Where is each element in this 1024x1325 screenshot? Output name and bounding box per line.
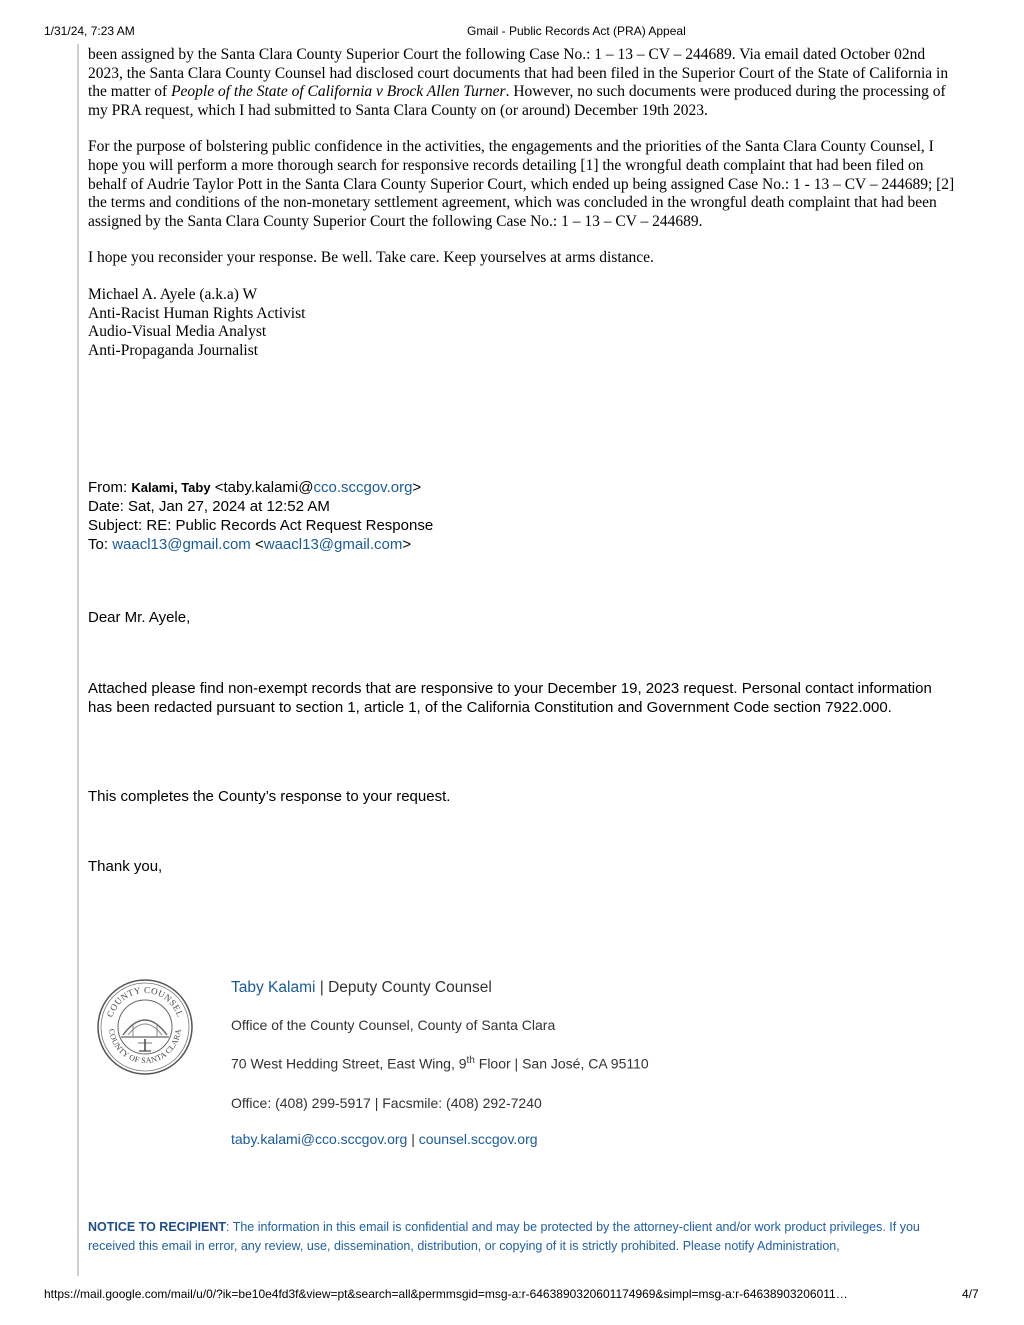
reply-body-1: Attached please find non-exempt records that are responsive to your December 19, 2023 request. Personal contact information has been redacted pursuant to section 1, article 1, of the California Constitution and Government Code section 7922.000. xyxy=(88,680,932,716)
signature-name-line: Taby Kalami | Deputy County Counsel xyxy=(231,979,492,996)
subject-line: Subject: RE: Public Records Act Request Response xyxy=(88,517,434,534)
to-line: To: waacl13@gmail.com <waacl13@gmail.com> xyxy=(88,536,412,553)
body-paragraph-1: been assigned by the Santa Clara County Superior Court the following Case No.: 1 – 13 – CV – 244689. Via email dated October 02nd 2023, the Santa Clara County Counsel had disclosed court documents that had been filed in the Superior Court of the State of California in the matter of People of the State of California v Brock Allen Turner. However, no such documents were produced during the processing of my PRA request, which I had submitted to Santa Clara County on (or around) December 19th 2023. xyxy=(88,46,949,119)
signature-name-link[interactable]: Taby Kalami xyxy=(231,979,316,996)
signature-line: Anti-Racist Human Rights Activist xyxy=(88,304,306,322)
signature-links: taby.kalami@cco.sccgov.org | counsel.sccgov.org xyxy=(231,1131,538,1147)
seal-bottom-text: COUNTY OF SANTA CLARA xyxy=(106,1028,184,1066)
signature-phones: Office: (408) 299-5917 | Facsmile: (408) 292-7240 xyxy=(231,1095,542,1111)
body-paragraph-3: I hope you reconsider your response. Be well. Take care. Keep yourselves at arms distance. xyxy=(88,249,654,267)
body-paragraph-2: For the purpose of bolstering public confidence in the activities, the engagements and the priorities of the Santa Clara County Counsel, I hope you will perform a more thorough search for responsive records detailing [1] the wrongful death complaint that had been filed on behalf of Audrie Taylor Pott in the Santa Clara County Superior Court, which ended up being assigned Case No.: 1 - 13 – CV – 244689; [2] the terms and conditions of the non-monetary settlement agreement, which was concluded in the wrongful death complaint that had been assigned by the Santa Clara County Superior Court the following Case No.: 1 – 13 – CV – 244689. xyxy=(88,138,955,230)
print-url: https://mail.google.com/mail/u/0/?ik=be10e4fd3f&view=pt&search=all&permmsgid=msg-a:r-6463890320601174969&simpl=msg-a:r-64638903206011… xyxy=(44,1287,848,1301)
print-title: Gmail - Public Records Act (PRA) Appeal xyxy=(467,24,686,38)
notice-label: NOTICE TO RECIPIENT xyxy=(88,1220,226,1234)
reply-closing: Thank you, xyxy=(88,858,163,875)
signature-address: 70 West Hedding Street, East Wing, 9th Floor | San José, CA 95110 xyxy=(231,1055,649,1072)
signature-line: Audio-Visual Media Analyst xyxy=(88,323,267,341)
seal-top-text: COUNTY COUNSEL xyxy=(104,984,186,1019)
date-line: Date: Sat, Jan 27, 2024 at 12:52 AM xyxy=(88,498,330,515)
county-seal-icon xyxy=(95,977,195,1077)
from-name: Kalami, Taby xyxy=(131,480,211,495)
to-email-link[interactable]: waacl13@gmail.com xyxy=(112,536,251,553)
email-body xyxy=(88,46,958,360)
greeting: Dear Mr. Ayele, xyxy=(88,609,191,626)
to-email-link-2[interactable]: waacl13@gmail.com xyxy=(263,536,403,553)
signature-line: Michael A. Ayele (a.k.a) W xyxy=(88,285,258,303)
signature-office: Office of the County Counsel, County of Santa Clara xyxy=(231,1017,556,1033)
signature-website-link[interactable]: counsel.sccgov.org xyxy=(418,1131,538,1147)
quoted-header xyxy=(88,478,958,554)
confidentiality-notice xyxy=(88,1218,958,1256)
print-date: 1/31/24, 7:23 AM xyxy=(44,24,135,38)
sender-signature xyxy=(88,286,958,360)
from-email-link[interactable]: cco.sccgov.org xyxy=(313,479,413,496)
page-number: 4/7 xyxy=(962,1287,979,1301)
case-title: People of the State of California v Brock Allen Turner xyxy=(171,83,506,101)
notice-text: : The information in this email is confidential and may be protected by the attorney-client and/or work product privileges. If you received this email in error, any review, use, dissemination, distribution, or copying of it is strictly prohibited. Please notify Administration, xyxy=(88,1220,920,1253)
signature-line: Anti-Propaganda Journalist xyxy=(88,341,259,359)
reply-body-2: This completes the County’s response to your request. xyxy=(88,788,451,805)
signature-email-link[interactable]: taby.kalami@cco.sccgov.org xyxy=(231,1131,408,1147)
quote-rule xyxy=(77,44,79,1276)
from-line: From: Kalami, Taby <taby.kalami@cco.sccgov.org> xyxy=(88,479,422,496)
